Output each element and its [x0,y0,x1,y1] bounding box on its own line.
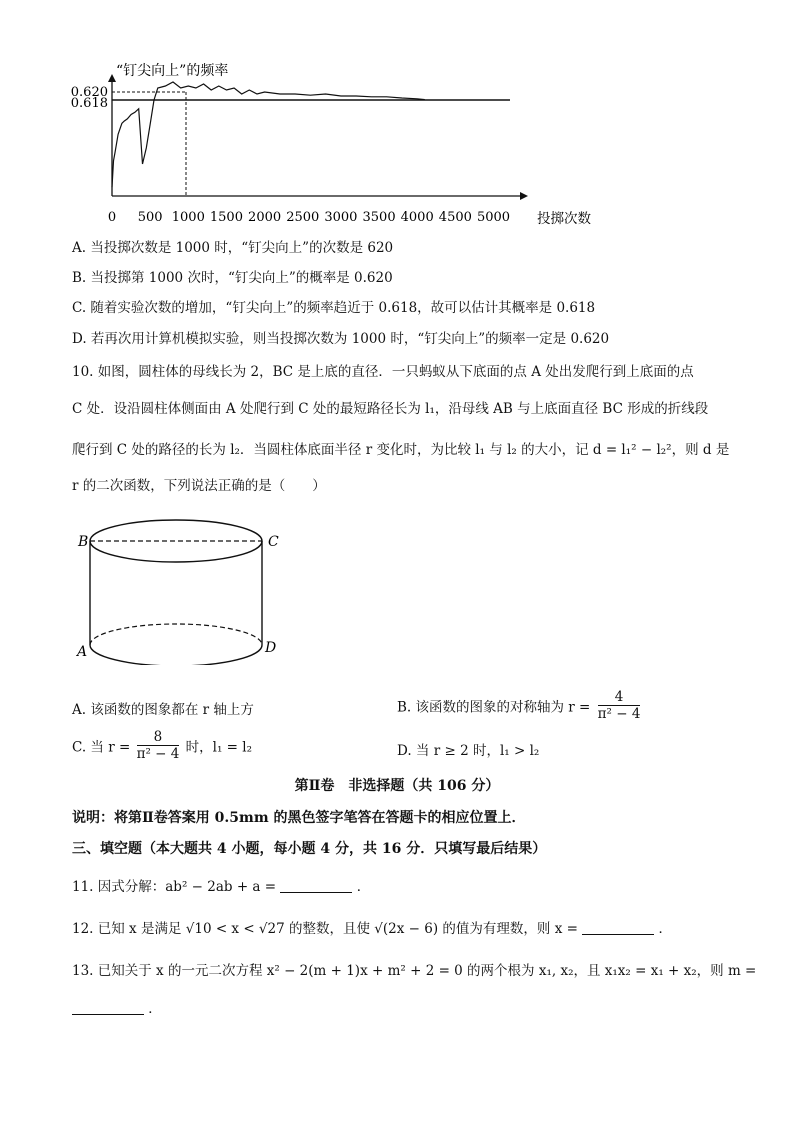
q11 [72,875,370,895]
option-c-fraction [137,729,180,762]
q13-end: ． [148,1001,162,1017]
q13-answer-line [72,997,162,1017]
q9-option-b: B. 当投掷第 1000 次时，“钉尖向上”的概率是 0.620 [72,270,393,286]
q9-option-d: D. 若再次用计算机模拟实验，则当投掷次数为 1000 时，“钉尖向上”的频率一定是 0.620 [72,331,610,347]
x-tick-label: 4000 [400,210,434,225]
label-d: D [265,640,277,656]
section-note: 说明：将第Ⅱ卷答案用 0.5mm 的黑色签字笔答在答题卡的相应位置上． [72,810,526,826]
q10-option-a: A. 该函数的图象都在 r 轴上方 [72,702,254,718]
q10-option-d: D. 当 r ≥ 2 时，l₁ > l₂ [397,743,540,759]
option-b-fraction [598,689,641,722]
option-c-prefix: C. 当 r = [72,739,131,756]
cylinder-figure [72,515,302,665]
option-b-denominator: π² − 4 [597,706,641,722]
q11-end: ． [356,879,371,895]
q12-end: ． [658,921,673,937]
q11-answer-blank[interactable] [280,880,352,893]
y-tick-label: 0.620 [70,85,108,100]
x-tick-label: 1500 [209,210,243,225]
x-tick-label: 500 [137,210,163,225]
x-tick-label: 2000 [248,210,282,225]
q9-option-a: A. 当投掷次数是 1000 时，“钉尖向上”的次数是 620 [72,240,394,256]
q13-text: 13. 已知关于 x 的一元二次方程 x² − 2(m + 1)x + m² + 2 = 0 的两个根为 x₁, x₂，且 x₁x₂ = x₁ + x₂，则 m = [72,963,757,979]
q12-text: 12. 已知 x 是满足 √10 < x < √27 的整数，且使 √(2x − 6) 的值为有理数，则 x = [72,921,578,937]
option-b-numerator: 4 [598,689,641,706]
x-axis-arrow [520,192,528,200]
q10-option-c [72,729,252,762]
y-tick-label: 0.618 [70,96,108,111]
option-c-suffix: 时，l₁ = l₂ [185,739,253,756]
y-axis-label: “钉尖向上”的频率 [116,63,229,79]
q9-option-c: C. 随着实验次数的增加，“钉尖向上”的频率趋近于 0.618，故可以估计其概率是 0.618 [72,300,596,316]
option-b-prefix: B. 该函数的图象的对称轴为 r = [397,699,591,716]
x-tick-label: 4500 [438,210,472,225]
q10-line-1: 10. 如图，圆柱体的母线长为 2，BC 是上底的直径．一只蚂蚁从下底面的点 A 处出发爬行到上底面的点 [72,364,694,380]
label-a: A [77,644,88,660]
x-tick-label: 1000 [171,210,205,225]
bottom-arc-back [90,624,262,645]
x-axis-label: 投掷次数 [537,211,591,227]
q10-line-4: r 的二次函数，下列说法正确的是（ ） [72,478,326,494]
q11-text: 11. 因式分解：ab² − 2ab + a = [72,879,277,895]
x-tick-label: 0 [107,210,117,225]
q12 [72,917,672,937]
part-three-heading: 三、填空题（本大题共 4 小题，每小题 4 分，共 16 分．只填写最后结果） [72,841,547,857]
q12-answer-blank[interactable] [582,922,654,935]
q10-line-3: 爬行到 C 处的路径的长为 l₂．当圆柱体底面半径 r 变化时，为比较 l₁ 与 l₂ 的大小，记 d = l₁² − l₂²，则 d 是 [72,442,730,458]
q13-answer-blank[interactable] [72,1002,144,1015]
q10-option-b [397,689,640,722]
x-tick-label: 3000 [324,210,358,225]
bottom-arc-front [90,645,262,665]
label-b: B [78,534,89,550]
frequency-series-line [112,82,425,187]
x-tick-label: 3500 [362,210,396,225]
y-axis-arrow [108,74,116,82]
frequency-chart [0,0,794,240]
x-tick-label: 2500 [286,210,320,225]
option-c-denominator: π² − 4 [136,746,180,762]
section-title: 第Ⅱ卷 非选择题（共 106 分） [294,778,500,794]
q10-line-2: C 处．设沿圆柱体侧面由 A 处爬行到 C 处的最短路径长为 l₁，沿母线 AB 与上底面直径 BC 形成的折线段 [72,401,709,417]
label-c: C [268,534,279,550]
x-tick-label: 5000 [476,210,511,225]
option-c-numerator: 8 [137,729,180,746]
